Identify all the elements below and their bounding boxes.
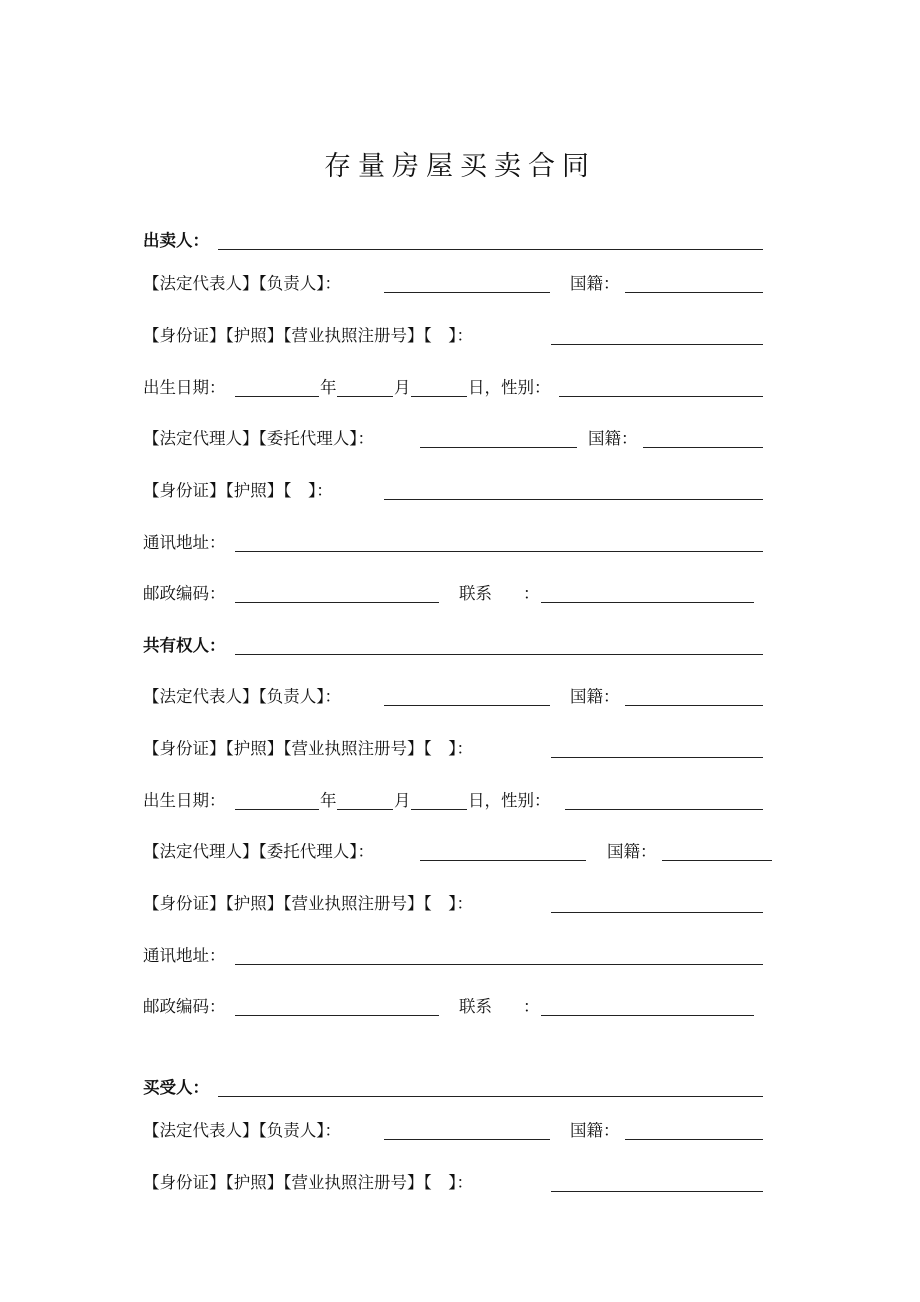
co-owner-id-label: 【身份证】【护照】【营业执照注册号】【 】： xyxy=(143,739,473,758)
buyer-name-field[interactable] xyxy=(218,1096,763,1097)
co-owner-birth-month-field[interactable] xyxy=(337,809,393,810)
seller-agent-id-label: 【身份证】【护照】【 】： xyxy=(143,481,333,500)
co-owner-gender-field[interactable] xyxy=(565,809,763,810)
co-owner-postcode-field[interactable] xyxy=(235,1015,439,1016)
co-owner-id-field[interactable] xyxy=(551,757,763,758)
buyer-rep-label: 【法定代表人】【负责人】： xyxy=(143,1121,341,1140)
buyer-nationality-label: 国籍： xyxy=(570,1121,620,1140)
buyer-nationality-field[interactable] xyxy=(625,1139,763,1140)
co-owner-agent-nationality-field[interactable] xyxy=(662,860,772,861)
buyer-id-label: 【身份证】【护照】【营业执照注册号】【 】： xyxy=(143,1173,473,1192)
seller-id-field[interactable] xyxy=(551,344,763,345)
seller-agent-nationality-label: 国籍： xyxy=(588,429,638,448)
buyer-rep-field[interactable] xyxy=(384,1139,550,1140)
co-owner-birth-year-field[interactable] xyxy=(235,809,319,810)
seller-agent-id-field[interactable] xyxy=(384,499,763,500)
seller-postcode-field[interactable] xyxy=(235,602,439,603)
seller-year-label: 年 xyxy=(320,378,337,397)
seller-agent-nationality-field[interactable] xyxy=(643,447,763,448)
co-owner-agent-id-label: 【身份证】【护照】【营业执照注册号】【 】： xyxy=(143,894,473,913)
seller-id-label: 【身份证】【护照】【营业执照注册号】【 】： xyxy=(143,326,473,345)
co-owner-heading: 共有权人： xyxy=(143,636,226,655)
seller-address-field[interactable] xyxy=(235,551,763,552)
buyer-id-field[interactable] xyxy=(551,1191,763,1192)
co-owner-agent-id-field[interactable] xyxy=(551,912,763,913)
seller-contact-colon: ： xyxy=(523,584,540,603)
seller-address-label: 通讯地址： xyxy=(143,533,226,552)
seller-postcode-label: 邮政编码： xyxy=(143,584,226,603)
seller-agent-label: 【法定代理人】【委托代理人】： xyxy=(143,429,374,448)
co-owner-nationality-field[interactable] xyxy=(625,705,763,706)
seller-birth-year-field[interactable] xyxy=(235,396,319,397)
seller-gender-field[interactable] xyxy=(559,396,763,397)
co-owner-contact-field[interactable] xyxy=(541,1015,754,1016)
seller-rep-label: 【法定代表人】【负责人】： xyxy=(143,274,341,293)
seller-contact-label: 联系 xyxy=(459,584,492,603)
co-owner-name-field[interactable] xyxy=(235,654,763,655)
seller-contact-field[interactable] xyxy=(541,602,754,603)
seller-nationality-label: 国籍： xyxy=(570,274,620,293)
co-owner-agent-label: 【法定代理人】【委托代理人】： xyxy=(143,842,374,861)
co-owner-agent-nationality-label: 国籍： xyxy=(607,842,657,861)
seller-day-gender-label: 日，性别： xyxy=(468,378,551,397)
seller-agent-field[interactable] xyxy=(420,447,577,448)
co-owner-contact-colon: ： xyxy=(523,997,540,1016)
co-owner-nationality-label: 国籍： xyxy=(570,687,620,706)
buyer-heading: 买受人： xyxy=(143,1078,209,1097)
document-title: 存量房屋买卖合同 xyxy=(324,151,596,182)
co-owner-address-field[interactable] xyxy=(235,964,763,965)
co-owner-birth-day-field[interactable] xyxy=(411,809,467,810)
co-owner-month-label: 月 xyxy=(394,791,411,810)
co-owner-contact-label: 联系 xyxy=(459,997,492,1016)
co-owner-agent-field[interactable] xyxy=(420,860,586,861)
seller-name-field[interactable] xyxy=(218,249,763,250)
seller-birth-day-field[interactable] xyxy=(411,396,467,397)
co-owner-rep-field[interactable] xyxy=(384,705,550,706)
co-owner-year-label: 年 xyxy=(320,791,337,810)
seller-nationality-field[interactable] xyxy=(625,292,763,293)
co-owner-address-label: 通讯地址： xyxy=(143,946,226,965)
seller-birth-label: 出生日期： xyxy=(143,378,226,397)
co-owner-rep-label: 【法定代表人】【负责人】： xyxy=(143,687,341,706)
seller-rep-field[interactable] xyxy=(384,292,550,293)
seller-birth-month-field[interactable] xyxy=(337,396,393,397)
co-owner-birth-label: 出生日期： xyxy=(143,791,226,810)
seller-month-label: 月 xyxy=(394,378,411,397)
seller-heading: 出卖人： xyxy=(143,231,209,250)
co-owner-postcode-label: 邮政编码： xyxy=(143,997,226,1016)
co-owner-day-gender-label: 日，性别： xyxy=(468,791,551,810)
